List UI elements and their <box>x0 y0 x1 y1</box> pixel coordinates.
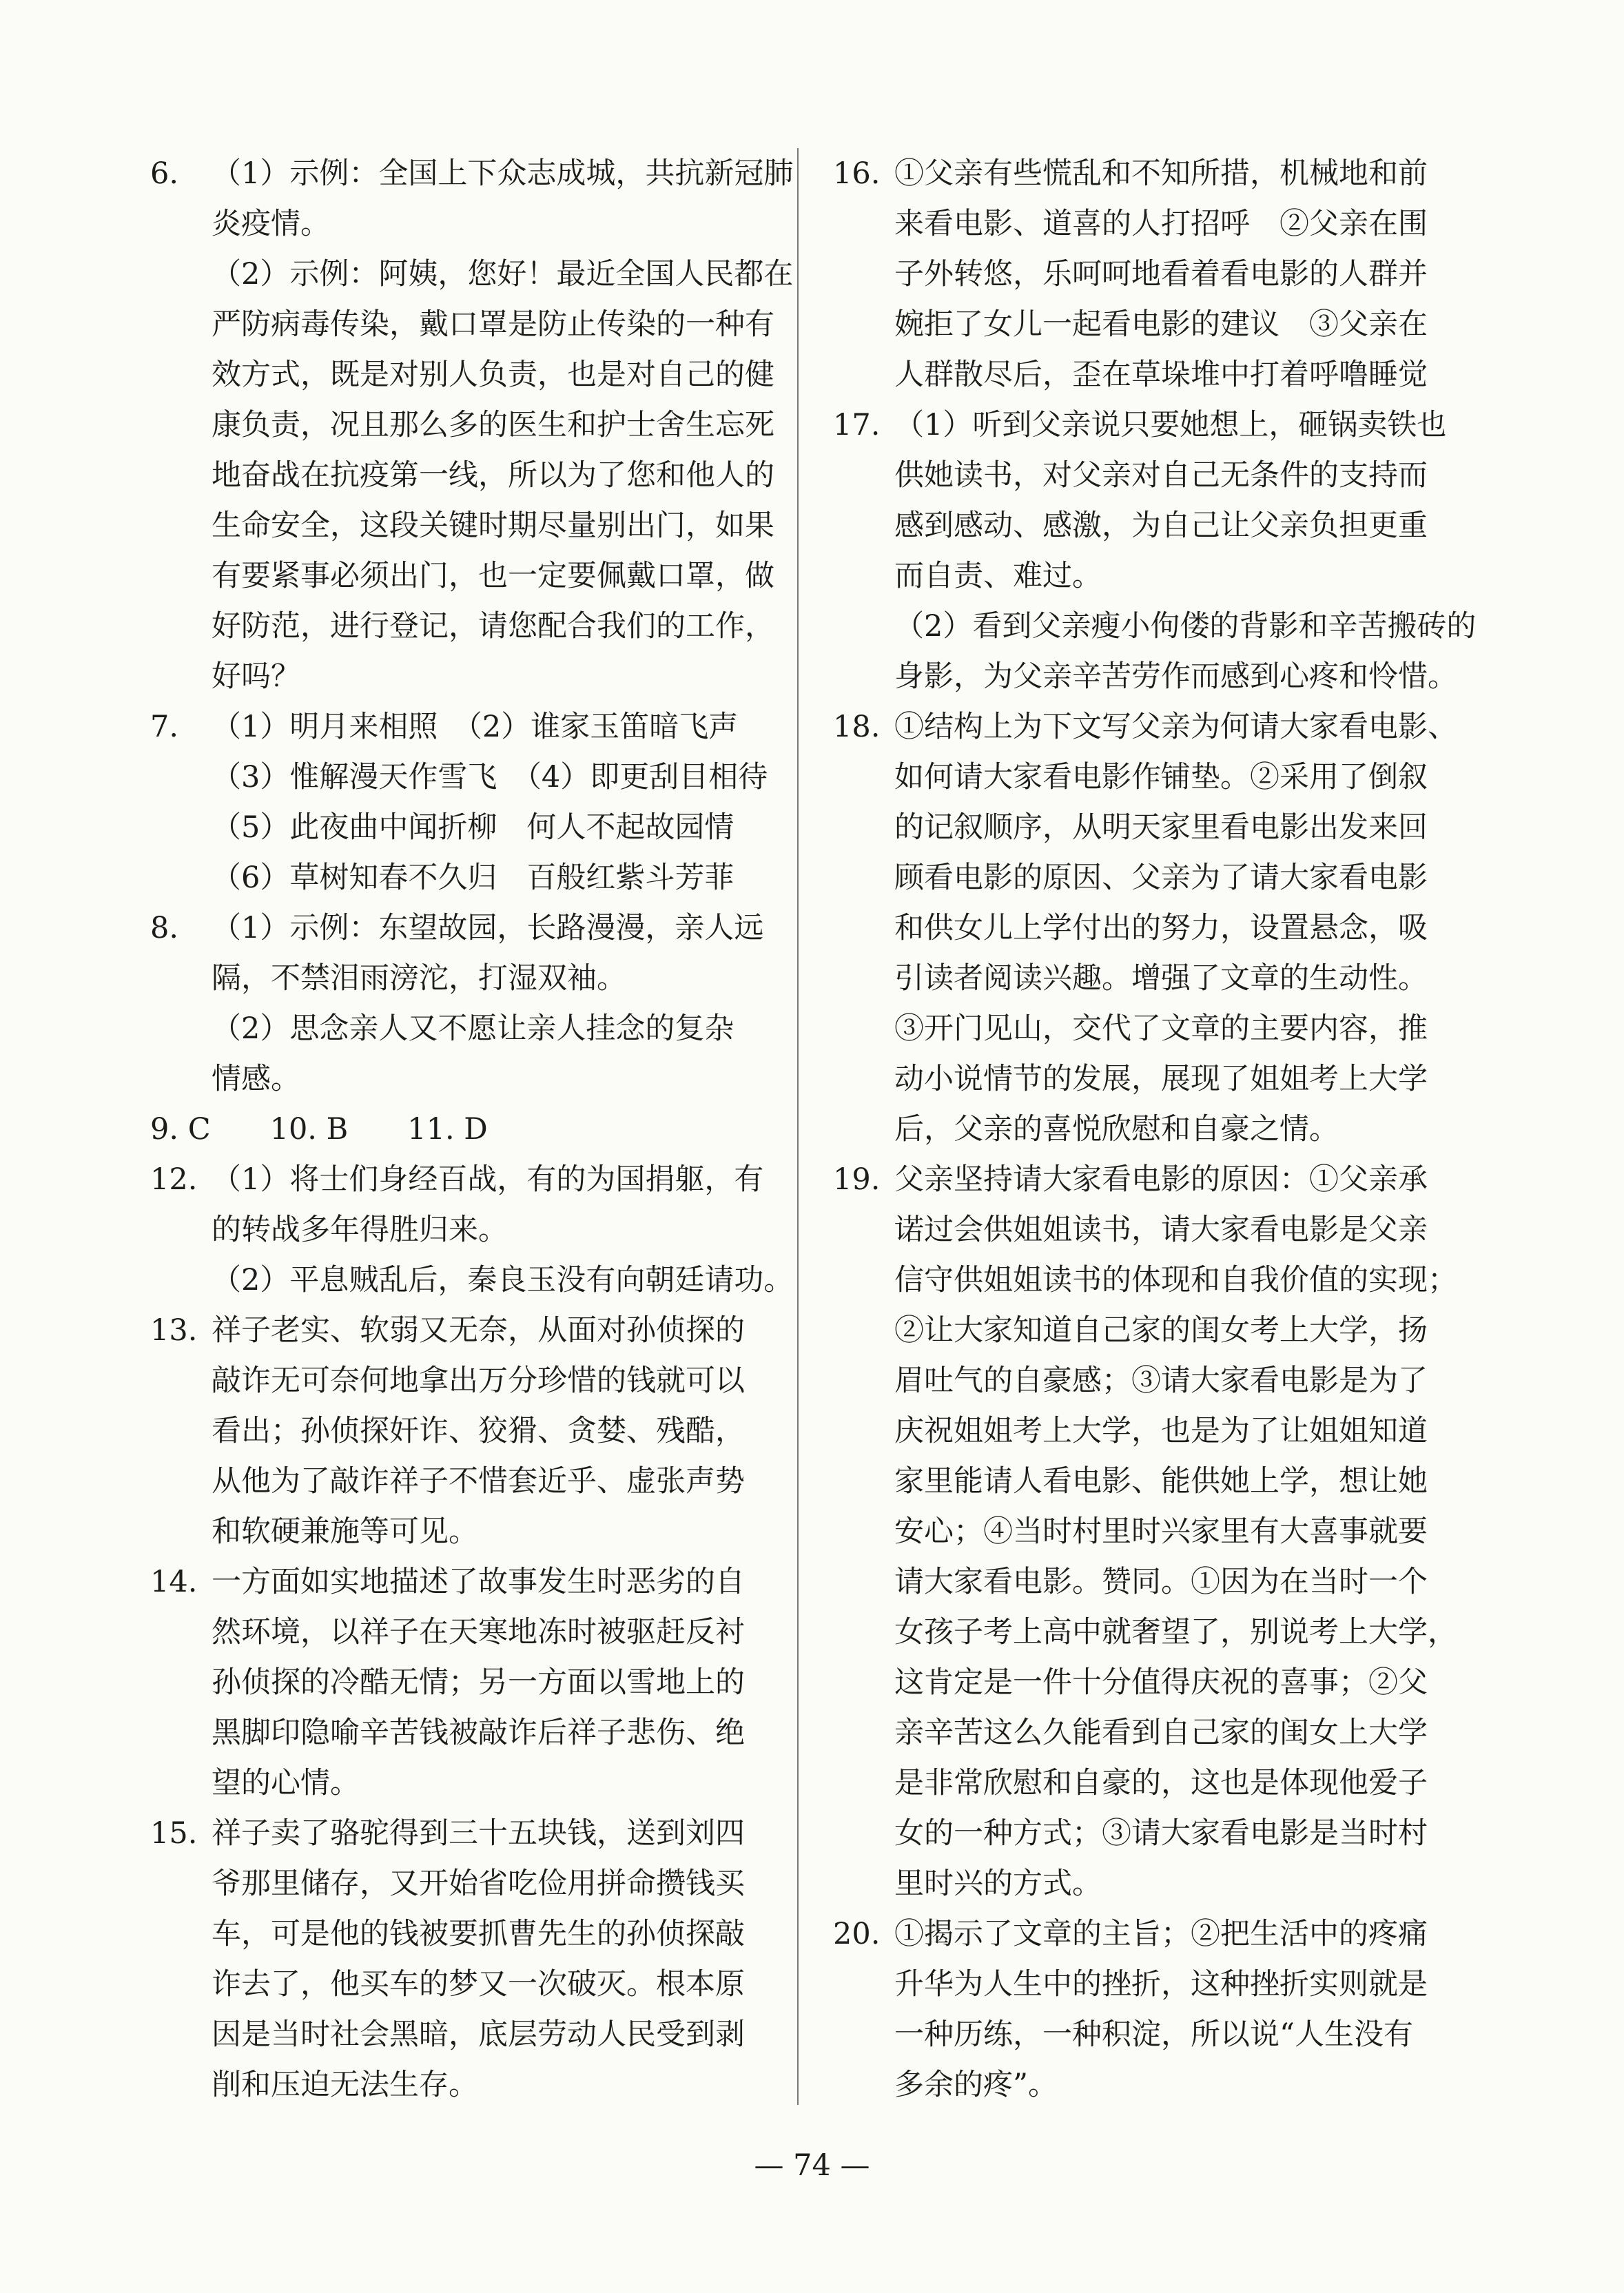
answer-line: （1）听到父亲说只要她想上，砸锅卖铁也 <box>894 408 1447 442</box>
answer-part <box>212 249 839 702</box>
answer-line: 削和压迫无法生存。 <box>212 2068 478 2102</box>
answer-line: 引读者阅读兴趣。增强了文章的生动性。 <box>894 961 1428 996</box>
answer-line: （2）思念亲人又不愿让亲人挂念的复杂 <box>212 1011 734 1046</box>
answer-line: 情感。 <box>212 1062 300 1096</box>
answer-part <box>212 803 839 853</box>
answer-line: 严防病毒传染，戴口罩是防止传染的一种有 <box>212 307 774 342</box>
answer-line: 地奋战在抗疫第一线，所以为了您和他人的 <box>212 458 774 493</box>
answer-line: （2）看到父亲瘦小佝偻的背影和辛苦搬砖的 <box>894 609 1477 644</box>
answer-part <box>212 752 839 803</box>
answer-line: 家里能请人看电影、能供她上学，想让她 <box>894 1464 1428 1499</box>
answer-part <box>212 903 839 1004</box>
answer-part <box>894 1909 1522 2110</box>
answer-part <box>212 1004 839 1104</box>
answer-line: （1）示例：全国上下众志成城，共抗新冠肺 <box>212 156 794 191</box>
answer-number: 6. <box>150 156 179 191</box>
answer-line: 爷那里储存，又开始省吃俭用拼命攒钱买 <box>212 1867 745 1901</box>
answer-part <box>894 702 1522 1155</box>
answer-line: 是非常欣慰和自豪的，这也是体现他爱子 <box>894 1766 1428 1800</box>
answer-part <box>894 149 1522 400</box>
answer-line: 诺过会供姐姐读书，请大家看电影是父亲 <box>894 1213 1428 1247</box>
answer-line: 一方面如实地描述了故事发生时恶劣的自 <box>212 1565 745 1599</box>
answer-line: 孙侦探的冷酷无情；另一方面以雪地上的 <box>212 1665 745 1700</box>
answer-line: 炎疫情。 <box>212 207 330 241</box>
answer-line: 一种历练，一种积淀，所以说“人生没有 <box>894 2017 1413 2052</box>
answer-line: 和供女儿上学付出的努力，设置悬念，吸 <box>894 911 1428 945</box>
answer-line: 9. C 10. B 11. D <box>150 1112 488 1146</box>
answer-number: 8. <box>150 911 179 945</box>
answer-line: 然环境，以祥子在天寒地冻时被驱赶反衬 <box>212 1615 745 1649</box>
answer-item <box>150 1557 839 1809</box>
answer-line: 供她读书，对父亲对自己无条件的支持而 <box>894 458 1428 493</box>
answer-line: 如何请大家看电影作铺垫。②采用了倒叙 <box>894 760 1428 794</box>
answer-line: 亲辛苦这么久能看到自己家的闺女上大学 <box>894 1716 1428 1750</box>
answer-line: 婉拒了女儿一起看电影的建议 ③父亲在 <box>894 307 1428 342</box>
answer-number: 13. <box>150 1313 198 1348</box>
answer-line: ①揭示了文章的主旨；②把生活中的疼痛 <box>894 1917 1428 1951</box>
answer-line: 子外转悠，乐呵呵地看着看电影的人群并 <box>894 257 1428 291</box>
answer-number: 18. <box>833 710 881 744</box>
answer-line: 隔，不禁泪雨滂沱，打湿双袖。 <box>212 961 626 996</box>
answer-part <box>894 1155 1522 1909</box>
answer-item <box>833 1909 1522 2110</box>
answer-part <box>894 601 1522 702</box>
answer-line: 女孩子考上高中就奢望了，别说考上大学， <box>894 1615 1457 1649</box>
answer-line: （5）此夜曲中闻折柳 何人不起故园情 <box>212 810 734 845</box>
answer-line: 车，可是他的钱被要抓曹先生的孙侦探敲 <box>212 1917 745 1951</box>
answer-line: 从他为了敲诈祥子不惜套近乎、虚张声势 <box>212 1464 745 1499</box>
answer-line: 动小说情节的发展，展现了姐姐考上大学 <box>894 1062 1428 1096</box>
answer-line: （2）平息贼乱后，秦良玉没有向朝廷请功。 <box>212 1263 794 1297</box>
answer-line: 而自责、难过。 <box>894 559 1102 593</box>
answer-line: ②让大家知道自己家的闺女考上大学，扬 <box>894 1313 1428 1348</box>
answer-line: 好防范，进行登记，请您配合我们的工作， <box>212 609 774 644</box>
answer-line: （1）示例：东望故园，长路漫漫，亲人远 <box>212 911 764 945</box>
answer-line: 安心；④当时村里时兴家里有大喜事就要 <box>894 1514 1428 1549</box>
answer-item <box>150 1306 839 1557</box>
answer-part <box>212 702 839 752</box>
answer-line: 多余的疼”。 <box>894 2068 1058 2102</box>
answer-part <box>212 1557 839 1809</box>
answer-number: 7. <box>150 710 179 744</box>
answer-line: 升华为人生中的挫折，这种挫折实则就是 <box>894 1967 1428 2002</box>
answer-item <box>150 1155 839 1306</box>
answer-line: 效方式，既是对别人负责，也是对自己的健 <box>212 358 774 392</box>
answer-line: 和软硬兼施等可见。 <box>212 1514 478 1549</box>
answer-number: 17. <box>833 408 881 442</box>
page-number: — 74 — <box>754 2148 870 2183</box>
answer-line: 康负责，况且那么多的医生和护士舍生忘死 <box>212 408 774 442</box>
answer-line: 请大家看电影。赞同。①因为在当时一个 <box>894 1565 1428 1599</box>
answer-line: 有要紧事必须出门，也一定要佩戴口罩，做 <box>212 559 774 593</box>
answer-line: 感到感动、感激，为自己让父亲负担更重 <box>894 508 1428 543</box>
answer-number: 16. <box>833 156 881 191</box>
answer-item <box>833 1155 1522 1909</box>
answer-part <box>212 1809 839 2110</box>
answer-line: 顾看电影的原因、父亲为了请大家看电影 <box>894 861 1428 895</box>
answer-line: 庆祝姐姐考上大学，也是为了让姐姐知道 <box>894 1414 1428 1448</box>
answer-line: 人群散尽后，歪在草垛堆中打着呼噜睡觉 <box>894 358 1428 392</box>
answer-part <box>150 1104 839 1155</box>
answer-number: 14. <box>150 1565 198 1599</box>
answer-line: 里时兴的方式。 <box>894 1867 1102 1901</box>
answer-item <box>833 149 1522 400</box>
answer-line: 来看电影、道喜的人打招呼 ②父亲在围 <box>894 207 1428 241</box>
answer-line: 祥子老实、软弱又无奈，从面对孙侦探的 <box>212 1313 745 1348</box>
answer-line: （1）明月来相照 （2）谁家玉笛暗飞声 <box>212 710 739 744</box>
answer-line: 敲诈无可奈何地拿出万分珍惜的钱就可以 <box>212 1364 745 1398</box>
answer-line: 的记叙顺序，从明天家里看电影出发来回 <box>894 810 1428 845</box>
answer-item <box>150 1104 839 1155</box>
answer-line: 好吗？ <box>212 659 300 694</box>
answer-item <box>150 1809 839 2110</box>
answer-item <box>833 702 1522 1155</box>
answer-line: （6）草树知春不久归 百般红紫斗芳菲 <box>212 861 734 895</box>
answer-line: 祥子卖了骆驼得到三十五块钱，送到刘四 <box>212 1816 745 1851</box>
answer-number: 20. <box>833 1917 881 1951</box>
answer-item <box>150 702 839 903</box>
answer-line: 这肯定是一件十分值得庆祝的喜事；②父 <box>894 1665 1428 1700</box>
answer-part <box>212 149 839 249</box>
answer-number: 12. <box>150 1162 198 1197</box>
answer-line: （3）惟解漫天作雪飞 （4）即更刮目相待 <box>212 760 768 794</box>
answer-line: 看出；孙侦探奸诈、狡猾、贪婪、残酷， <box>212 1414 745 1448</box>
answer-part <box>212 1155 839 1255</box>
answer-item <box>150 903 839 1104</box>
answer-part <box>212 1255 839 1306</box>
answer-line: 父亲坚持请大家看电影的原因：①父亲承 <box>894 1162 1428 1197</box>
left-column <box>150 149 839 2110</box>
answer-line: 后，父亲的喜悦欣慰和自豪之情。 <box>894 1112 1339 1146</box>
answer-item <box>150 149 839 702</box>
answer-number: 19. <box>833 1162 881 1197</box>
answer-line: 女的一种方式；③请大家看电影是当时村 <box>894 1816 1428 1851</box>
answer-line: （1）将士们身经百战，有的为国捐躯，有 <box>212 1162 764 1197</box>
answer-line: 生命安全，这段关键时期尽量别出门，如果 <box>212 508 774 543</box>
answer-line: 的转战多年得胜归来。 <box>212 1213 508 1247</box>
answer-line: 黑脚印隐喻辛苦钱被敲诈后祥子悲伤、绝 <box>212 1716 745 1750</box>
answer-number: 15. <box>150 1816 198 1851</box>
answer-part <box>894 400 1522 601</box>
answer-line: ①父亲有些慌乱和不知所措，机械地和前 <box>894 156 1428 191</box>
answer-line: （2）示例：阿姨，您好！最近全国人民都在 <box>212 257 794 291</box>
answer-line: 因是当时社会黑暗，底层劳动人民受到剥 <box>212 2017 745 2052</box>
answer-line: 眉吐气的自豪感；③请大家看电影是为了 <box>894 1364 1428 1398</box>
answer-line: 诈去了，他买车的梦又一次破灭。根本原 <box>212 1967 745 2002</box>
answer-part <box>212 853 839 903</box>
answer-line: 身影，为父亲辛苦劳作而感到心疼和怜惜。 <box>894 659 1457 694</box>
right-column <box>833 149 1522 2110</box>
answer-line: 望的心情。 <box>212 1766 360 1800</box>
column-divider <box>797 148 799 2105</box>
answer-line: 信守供姐姐读书的体现和自我价值的实现； <box>894 1263 1457 1297</box>
answer-part <box>212 1306 839 1557</box>
answer-item <box>833 400 1522 702</box>
answer-line: ③开门见山，交代了文章的主要内容，推 <box>894 1011 1428 1046</box>
answer-line: ①结构上为下文写父亲为何请大家看电影、 <box>894 710 1457 744</box>
